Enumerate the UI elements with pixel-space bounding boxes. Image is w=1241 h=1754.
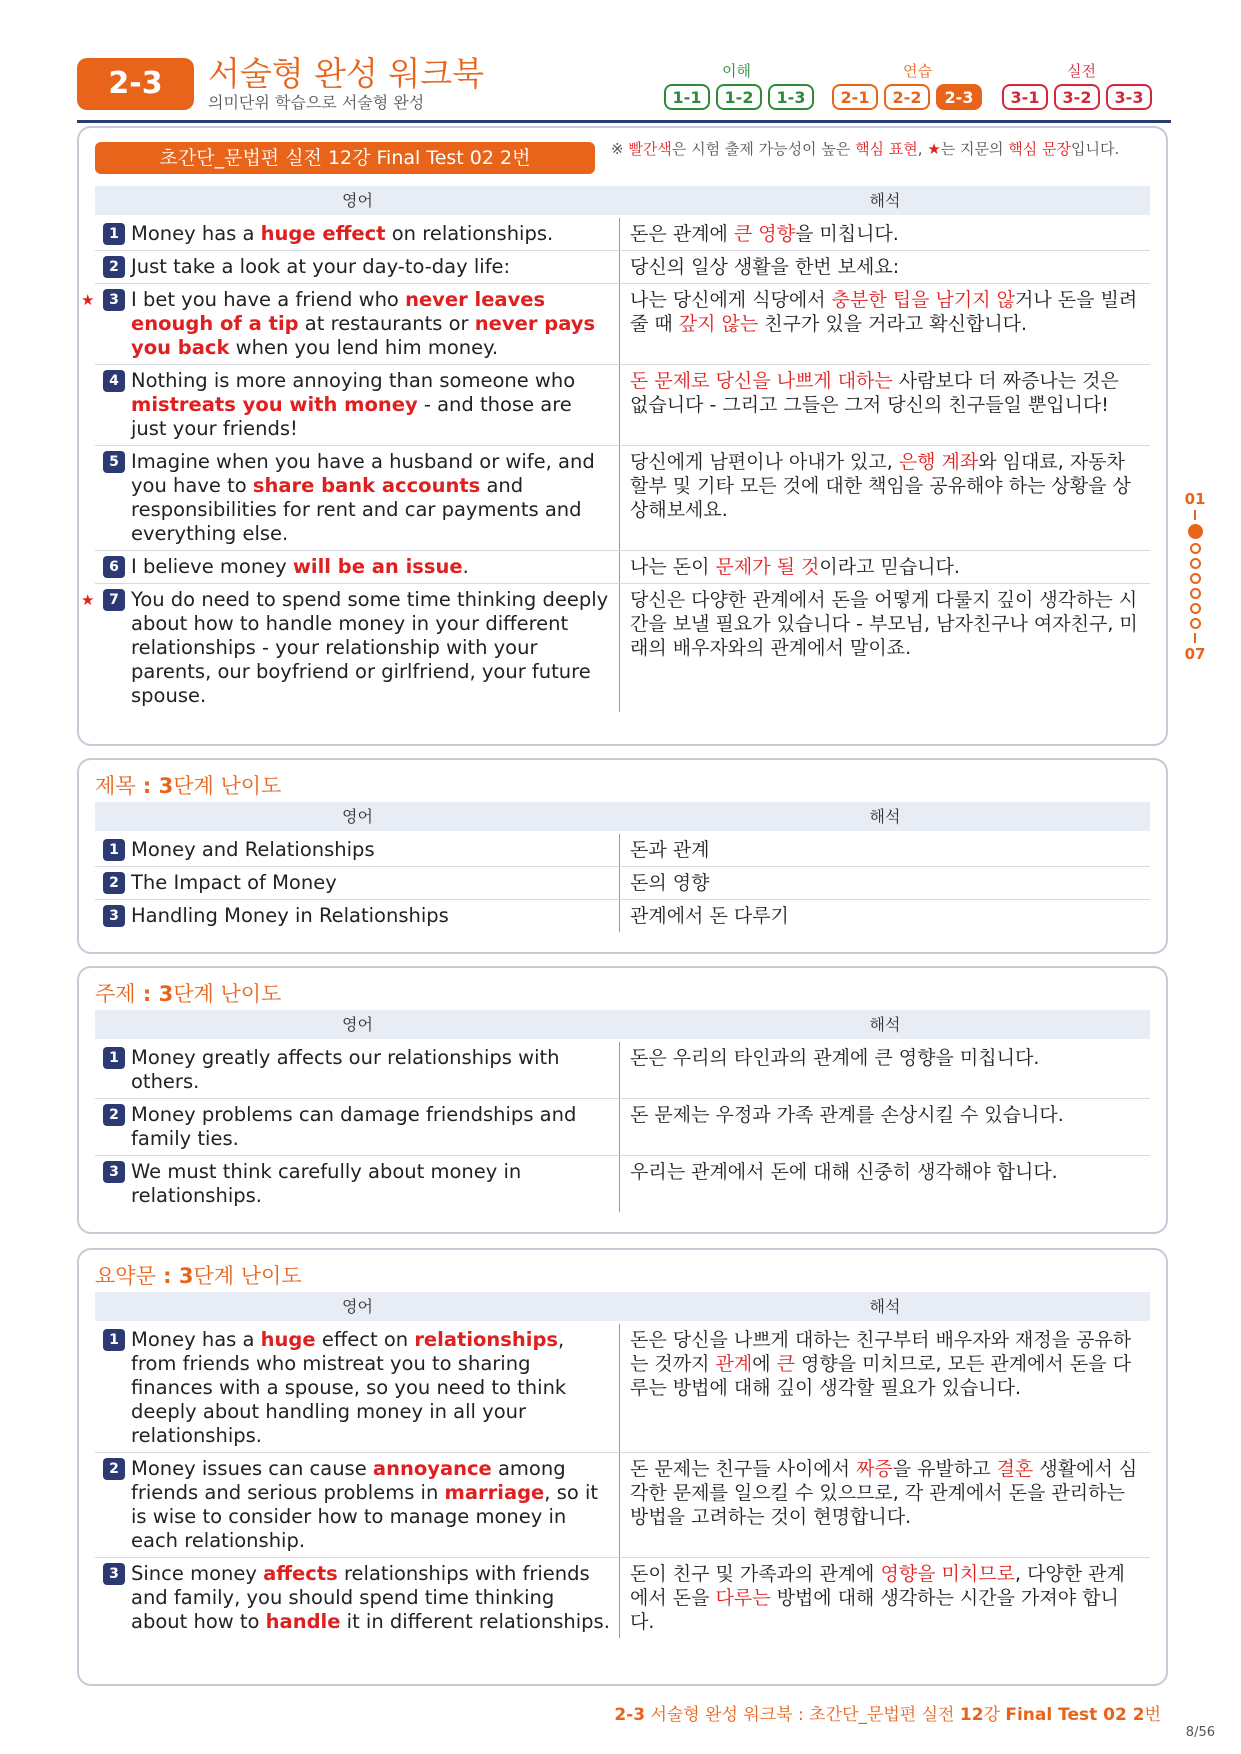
english-text: Money has a huge effect on relationships.: [131, 222, 554, 245]
table-row: [95, 1324, 1150, 1453]
table-row: [95, 1453, 1150, 1558]
group-label-understand: 이해: [722, 62, 751, 80]
table-row: [95, 251, 1150, 284]
step-group-practice: [832, 84, 982, 110]
progress-line-bottom: [1194, 633, 1196, 643]
english-cell: [95, 446, 620, 550]
page-title: 서술형 완성 워크북: [208, 54, 485, 93]
row-number-badge: 3: [103, 905, 125, 927]
english-cell: [81, 584, 620, 712]
table-row: [95, 1156, 1150, 1212]
theme-section: [77, 966, 1168, 1234]
table-row: [95, 551, 1150, 584]
row-number-badge: 2: [103, 1458, 125, 1480]
row-number-badge: 4: [103, 370, 125, 392]
progress-dot[interactable]: [1190, 618, 1201, 629]
english-text: Handling Money in Relationships: [131, 904, 449, 927]
progress-dot[interactable]: [1190, 558, 1201, 569]
korean-cell: 나는 돈이 문제가 될 것이라고 믿습니다.: [630, 556, 960, 578]
theme-table-header: [95, 1010, 1150, 1039]
english-cell: [95, 1324, 620, 1452]
col-korean: 해석: [869, 191, 901, 210]
table-row: [95, 1099, 1150, 1156]
title-table-header: [95, 802, 1150, 831]
english-text: Money has a huge effect on relationships, from friends who mistreat you to sharing finances with a spouse, so you need to think deeply about handling money in all your relationships.: [131, 1328, 567, 1447]
progress-dot[interactable]: [1190, 603, 1201, 614]
theme-rows: [95, 1042, 1150, 1212]
row-number-badge: 1: [103, 1329, 125, 1351]
english-text: Since money affects relationships with friends and family, you should spend time thinking about how to handle it in different relationships.: [131, 1562, 610, 1633]
progress-first-label: 01: [1184, 490, 1206, 508]
korean-cell: 돈의 영향: [630, 872, 710, 894]
summary-table-header: [95, 1292, 1150, 1321]
step-group-real: [1002, 84, 1152, 110]
col-english: 영어: [342, 807, 373, 826]
korean-cell: 관계에서 돈 다루기: [630, 905, 789, 927]
english-text: Money and Relationships: [131, 838, 375, 861]
english-cell: [95, 218, 620, 250]
col-english: 영어: [342, 191, 373, 210]
group-label-real: 실전: [1067, 62, 1096, 80]
row-number-badge: 2: [103, 256, 125, 278]
summary-section-heading: 요약문 : 3단계 난이도: [95, 1264, 302, 1288]
english-text: The Impact of Money: [131, 871, 337, 894]
row-number-badge: 2: [103, 1104, 125, 1126]
step-3-2[interactable]: 3-2: [1054, 84, 1100, 110]
passage-table-header: [95, 186, 1150, 215]
step-3-3[interactable]: 3-3: [1106, 84, 1152, 110]
theme-section-heading: 주제 : 3단계 난이도: [95, 982, 282, 1006]
page-subtitle: 의미단위 학습으로 서술형 완성: [208, 93, 425, 112]
korean-cell: 우리는 관계에서 돈에 대해 신중히 생각해야 합니다.: [630, 1161, 1058, 1183]
progress-last-label: 07: [1184, 645, 1206, 663]
korean-cell: 돈은 관계에 큰 영향을 미칩니다.: [630, 223, 899, 245]
col-english: 영어: [342, 1297, 373, 1316]
row-number-badge: 6: [103, 556, 125, 578]
korean-cell: 당신은 다양한 관계에서 돈을 어떻게 다룰지 깊이 생각하는 시간을 보낼 필요가 있습니다 - 부모님, 남자친구나 여자친구, 미래의 배우자와의 관계에서 말이죠.: [630, 589, 1138, 659]
table-row: [95, 218, 1150, 251]
row-number-badge: 3: [103, 1161, 125, 1183]
row-number-badge: 1: [103, 223, 125, 245]
summary-section: [77, 1248, 1168, 1686]
english-cell: [95, 867, 620, 899]
english-cell: [81, 284, 620, 364]
table-row: [95, 900, 1150, 932]
step-1-3[interactable]: 1-3: [768, 84, 814, 110]
korean-cell: 당신에게 남편이나 아내가 있고, 은행 계좌와 임대료, 자동차 할부 및 기타 모든 것에 대한 책임을 공유해야 하는 상황을 상상해보세요.: [630, 451, 1131, 521]
passage-rows: [81, 218, 1150, 712]
row-number-badge: 2: [103, 872, 125, 894]
progress-dot-active[interactable]: [1188, 524, 1203, 539]
english-cell: [95, 1099, 620, 1155]
english-text: Imagine when you have a husband or wife, and you have to share bank accounts and responsibilities for rent and car payments and everything else.: [131, 450, 595, 545]
row-number-badge: 7: [103, 589, 125, 611]
english-text: We must think carefully about money in relationships.: [131, 1160, 522, 1207]
english-text: I bet you have a friend who never leaves enough of a tip at restaurants or never pays you back when you lend him money.: [131, 288, 596, 359]
table-row: [95, 1558, 1150, 1638]
progress-dot[interactable]: [1190, 543, 1201, 554]
col-korean: 해석: [869, 1015, 901, 1034]
step-2-3-active[interactable]: 2-3: [936, 84, 982, 110]
step-1-2[interactable]: 1-2: [716, 84, 762, 110]
group-label-practice: 연습: [903, 62, 932, 80]
key-sentence-star-icon: ★: [81, 591, 95, 609]
english-cell: [95, 1558, 620, 1638]
step-3-1[interactable]: 3-1: [1002, 84, 1048, 110]
title-section: [77, 758, 1168, 954]
row-number-badge: 1: [103, 839, 125, 861]
table-row: [81, 584, 1150, 712]
korean-cell: 돈은 당신을 나쁘게 대하는 친구부터 배우자와 재정을 공유하는 것까지 관계에 큰 영향을 미치므로, 모든 관계에서 돈을 다루는 방법에 대해 깊이 생각할 필요가 있습니다.: [630, 1329, 1132, 1399]
english-text: Money greatly affects our relationships with others.: [131, 1046, 560, 1093]
korean-cell: 돈은 우리의 타인과의 관계에 큰 영향을 미칩니다.: [630, 1047, 1040, 1069]
english-cell: [95, 1156, 620, 1212]
table-row: [81, 284, 1150, 365]
passage-section: [77, 126, 1168, 746]
korean-cell: 나는 당신에게 식당에서 충분한 팁을 남기지 않거나 돈을 빌려줄 때 갚지 않는 친구가 있을 거라고 확신합니다.: [630, 289, 1138, 335]
korean-cell: 돈과 관계: [630, 839, 710, 861]
test-title-bar: 초간단_문법편 실전 12강 Final Test 02 2번: [95, 142, 595, 174]
progress-dots: [1180, 524, 1210, 629]
col-korean: 해석: [869, 1297, 901, 1316]
step-2-2[interactable]: 2-2: [884, 84, 930, 110]
english-text: You do need to spend some time thinking deeply about how to handle money in your different relationships - your relationship with your parents, our boyfriend or girlfriend, your future spouse.: [131, 588, 609, 707]
step-group-understand: [664, 84, 814, 110]
korean-cell: 돈 문제는 우정과 가족 관계를 손상시킬 수 있습니다.: [630, 1104, 1064, 1126]
row-number-badge: 1: [103, 1047, 125, 1069]
col-english: 영어: [342, 1015, 373, 1034]
english-cell: [95, 251, 620, 283]
step-1-1[interactable]: 1-1: [664, 84, 710, 110]
table-row: [95, 867, 1150, 900]
chapter-badge: 2-3: [77, 58, 194, 110]
english-cell: [95, 900, 620, 932]
table-row: [95, 446, 1150, 551]
title-section-heading: 제목 : 3단계 난이도: [95, 774, 282, 798]
page-progress-nav: [1180, 490, 1210, 663]
row-number-badge: 3: [103, 289, 125, 311]
progress-dot[interactable]: [1190, 588, 1201, 599]
english-text: Just take a look at your day-to-day life:: [131, 255, 511, 278]
english-text: Nothing is more annoying than someone who mistreats you with money - and those are just your friends!: [131, 369, 576, 440]
title-rows: [95, 834, 1150, 932]
korean-cell: 돈 문제로 당신을 나쁘게 대하는 사람보다 더 짜증나는 것은 없습니다 - 그리고 그들은 그저 당신의 친구들일 뿐입니다!: [630, 370, 1119, 416]
table-row: [95, 365, 1150, 446]
progress-line-top: [1194, 510, 1196, 520]
english-text: I believe money will be an issue.: [131, 555, 469, 578]
table-row: [95, 834, 1150, 867]
key-sentence-star-icon: ★: [81, 291, 95, 309]
page-number: 8/56: [1185, 1725, 1215, 1740]
page-footer: 2-3 서술형 완성 워크북 : 초간단_문법편 실전 12강 Final Test 02 2번: [614, 1705, 1161, 1725]
header-divider: [77, 120, 1171, 123]
progress-dot[interactable]: [1190, 573, 1201, 584]
table-row: [95, 1042, 1150, 1099]
row-number-badge: 5: [103, 451, 125, 473]
col-korean: 해석: [869, 807, 901, 826]
summary-rows: [95, 1324, 1150, 1638]
english-cell: [95, 551, 620, 583]
english-text: Money problems can damage friendships and family ties.: [131, 1103, 577, 1150]
korean-cell: 당신의 일상 생활을 한번 보세요:: [630, 256, 900, 278]
korean-cell: 돈 문제는 친구들 사이에서 짜증을 유발하고 결혼 생활에서 심각한 문제를 일으킬 수 있으므로, 각 관계에서 돈을 관리하는 방법을 고려하는 것이 현명합니다.: [630, 1458, 1138, 1528]
step-2-1[interactable]: 2-1: [832, 84, 878, 110]
english-text: Money issues can cause annoyance among friends and serious problems in marriage, so it is wise to consider how to manage money in each relationship.: [131, 1457, 599, 1552]
korean-cell: 돈이 친구 및 가족과의 관계에 영향을 미치므로, 다양한 관계에서 돈을 다루는 방법에 대해 생각하는 시간을 가져야 합니다.: [630, 1563, 1125, 1633]
english-cell: [95, 1453, 620, 1557]
english-cell: [95, 1042, 620, 1098]
english-cell: [95, 834, 620, 866]
english-cell: [95, 365, 620, 445]
row-number-badge: 3: [103, 1563, 125, 1585]
legend-note: ※ 빨간색은 시험 출제 가능성이 높은 핵심 표현, ★는 지문의 핵심 문장입니다.: [611, 140, 1120, 158]
